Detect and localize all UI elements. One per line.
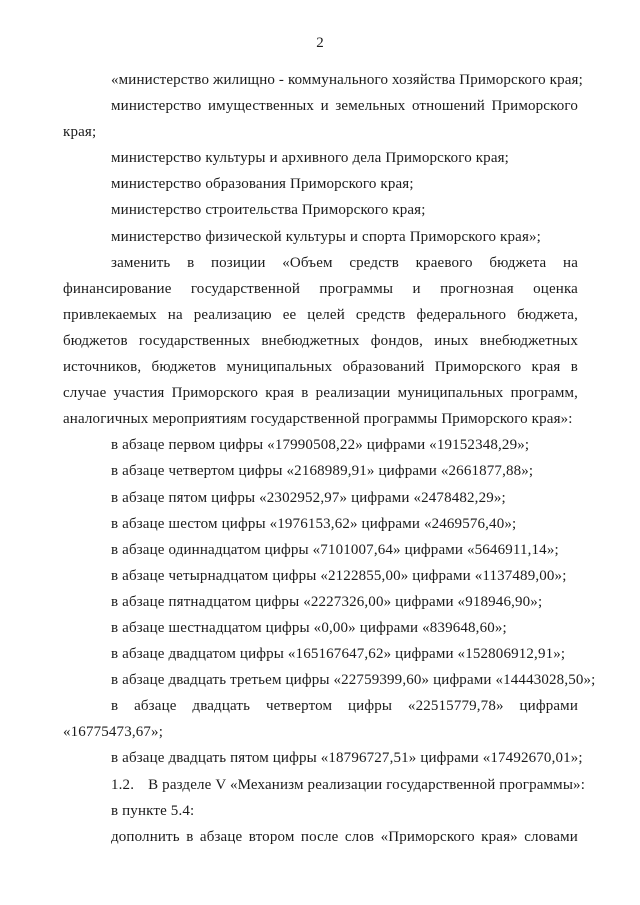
text-line: в абзаце одиннадцатом цифры «7101007,64» цифрами «5646911,14»; xyxy=(111,541,559,558)
text-line: заменить в позиции «Объем средств краевого бюджета на xyxy=(111,254,578,271)
text-line: бюджетов государственных внебюджетных фондов, иных внебюджетных xyxy=(63,332,578,349)
text-line: случае участия Приморского края в реализации муниципальных программ, xyxy=(63,385,578,402)
text-line: министерство имущественных и земельных отношений Приморского xyxy=(111,98,578,115)
clause-number: 1.2. xyxy=(111,776,135,793)
text-line: министерство строительства Приморского края; xyxy=(111,202,426,219)
text-line: дополнить в абзаце втором после слов «Приморского края» словами xyxy=(111,828,578,845)
text-line: в абзаце четырнадцатом цифры «2122855,00» цифрами «1137489,00»; xyxy=(111,567,567,584)
text-line: в абзаце шестнадцатом цифры «0,00» цифрами «839648,60»; xyxy=(111,619,507,636)
text-line: края; xyxy=(63,124,97,141)
text-line: министерство образования Приморского края; xyxy=(111,176,414,193)
text-line: в абзаце четвертом цифры «2168989,91» цифрами «2661877,88»; xyxy=(111,463,534,480)
text-line: «министерство жилищно - коммунального хозяйства Приморского края; xyxy=(111,72,583,88)
text-line: в абзаце двадцатом цифры «165167647,62» цифрами «152806912,91»; xyxy=(111,646,566,663)
clause-text: В разделе V «Механизм реализации государственной программы»: xyxy=(148,776,586,793)
text-line: министерство физической культуры и спорта Приморского края»; xyxy=(111,228,541,245)
text-line: в абзаце первом цифры «17990508,22» цифрами «19152348,29»; xyxy=(111,437,530,454)
text-line: в абзаце двадцать третьем цифры «22759399,60» цифрами «14443028,50»; xyxy=(111,672,596,689)
text-line: в пункте 5.4: xyxy=(111,802,195,819)
text-line: министерство культуры и архивного дела Приморского края; xyxy=(111,150,510,167)
text-line: в абзаце двадцать четвертом цифры «22515779,78» цифрами xyxy=(111,698,578,715)
text-line: «16775473,67»; xyxy=(63,724,164,741)
document-body xyxy=(63,67,596,850)
text-line: источников, бюджетов муниципальных образований Приморского края в xyxy=(63,359,578,376)
text-line: аналогичных мероприятиям государственной программы Приморского края»: xyxy=(63,411,573,428)
page-number: 2 xyxy=(316,35,324,51)
text-line: в абзаце пятнадцатом цифры «2227326,00» цифрами «918946,90»; xyxy=(111,593,543,610)
text-line: в абзаце шестом цифры «1976153,62» цифрами «2469576,40»; xyxy=(111,515,517,532)
text-line: в абзаце двадцать пятом цифры «18796727,51» цифрами «17492670,01»; xyxy=(111,750,583,767)
text-line: привлекаемых на реализацию ее целей средств федерального бюджета, xyxy=(63,306,578,323)
text-line xyxy=(63,772,586,798)
text-line: финансирование государственной программы и прогнозная оценка xyxy=(63,280,578,297)
text-line: в абзаце пятом цифры «2302952,97» цифрами «2478482,29»; xyxy=(111,489,506,506)
